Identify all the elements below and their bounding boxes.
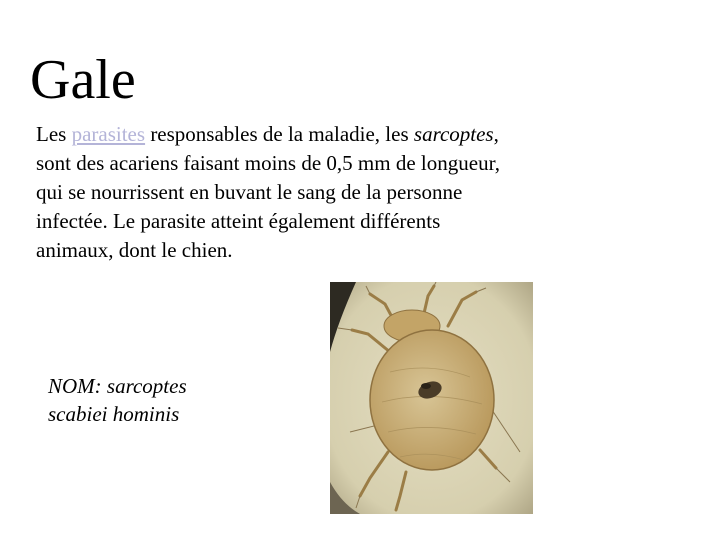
sarcoptes-term: sarcoptes bbox=[413, 122, 494, 146]
paragraph-part-1: Les bbox=[36, 122, 72, 146]
mite-micrograph-drawing bbox=[330, 282, 533, 514]
parasites-link[interactable]: parasites bbox=[71, 122, 146, 146]
description-paragraph bbox=[36, 120, 506, 265]
species-caption bbox=[48, 372, 248, 428]
caption-line-2: scabiei hominis bbox=[48, 402, 180, 426]
paragraph-part-3: , sont des acariens faisant moins de 0,5 mm de longueur, qui se nourrissent en buvant le sang de la personne infectée. Le parasite atteint également différents animaux, dont le chien. bbox=[36, 122, 500, 262]
slide-title: Gale bbox=[30, 49, 136, 111]
caption-line-1: NOM: sarcoptes bbox=[48, 374, 187, 398]
mite-micrograph bbox=[330, 282, 533, 514]
paragraph-part-2: responsables de la maladie, les bbox=[145, 122, 414, 146]
